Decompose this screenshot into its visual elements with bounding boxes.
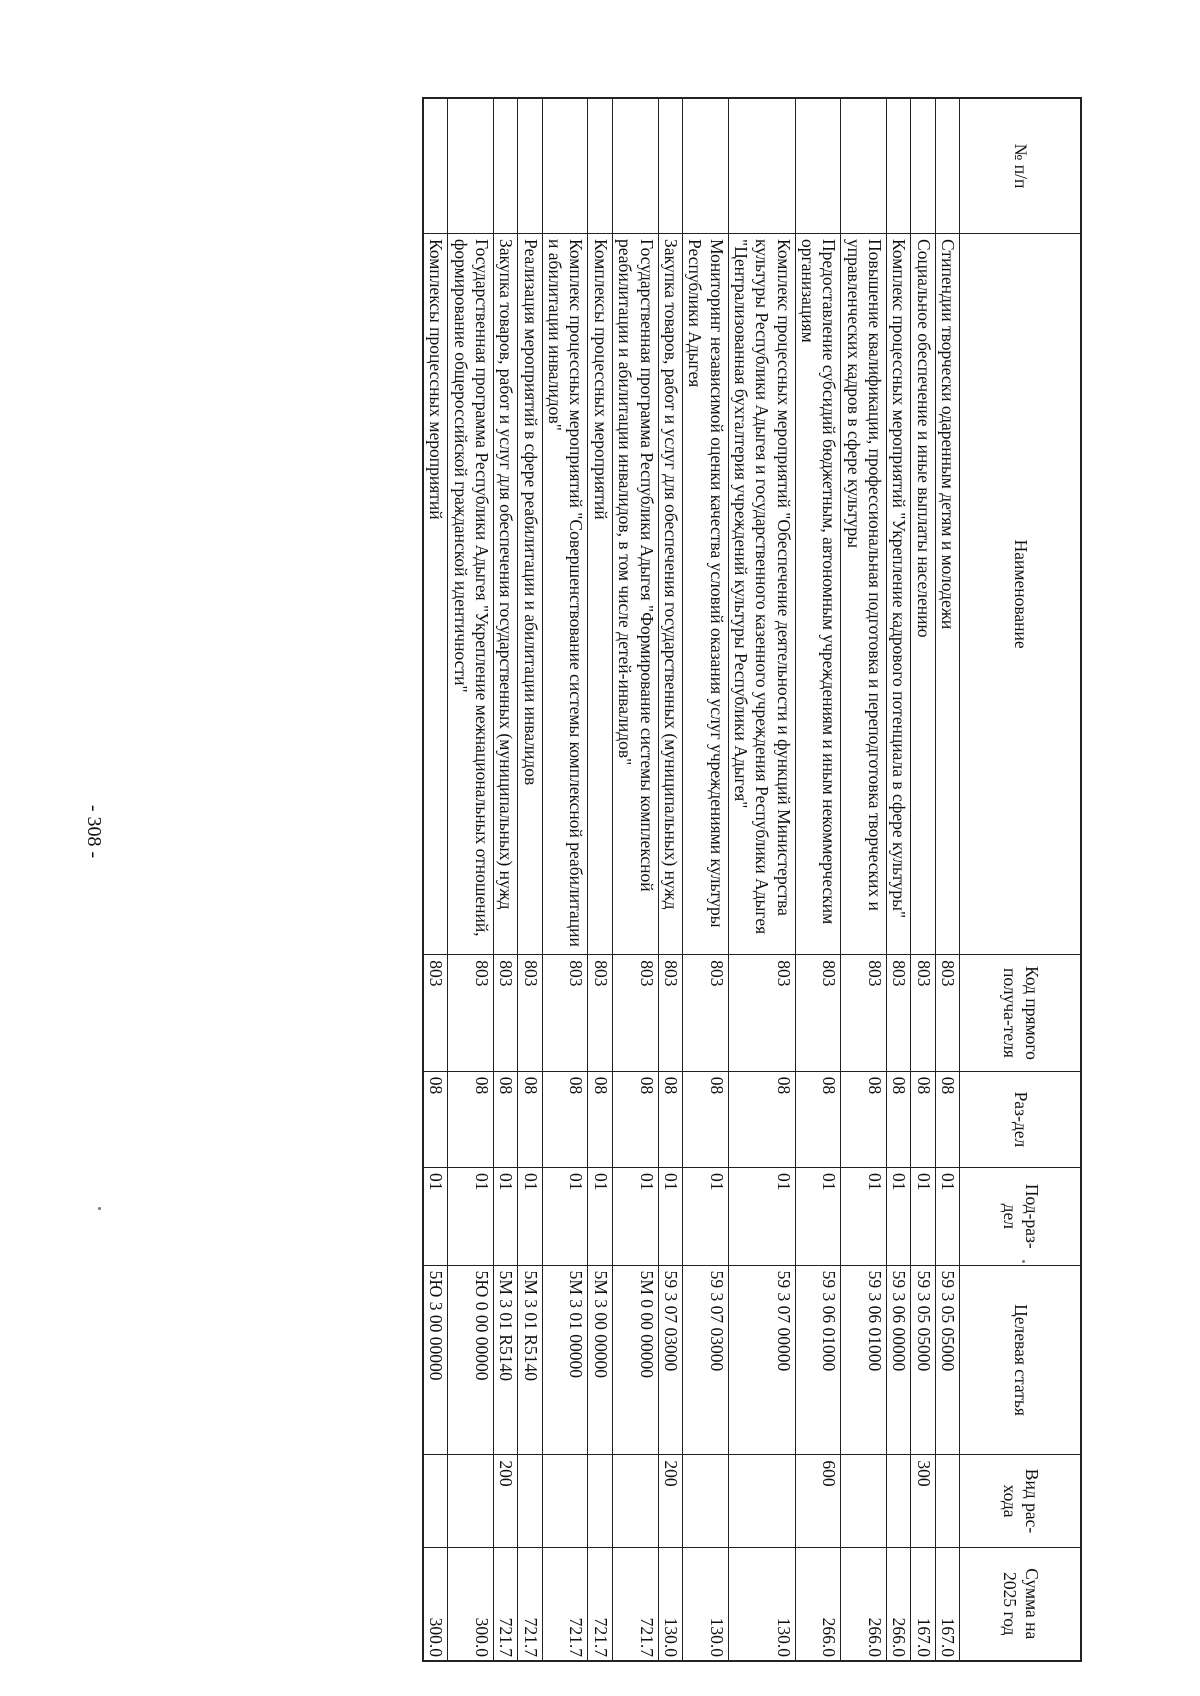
row-section: 08 <box>935 1071 959 1167</box>
row-subsection: 01 <box>494 1168 518 1266</box>
row-name: Закупка товаров, работ и услуг для обеспечения государственных (муниципальных) нужд <box>658 234 682 955</box>
row-target: 5Ю 0 00 00000 <box>448 1265 494 1455</box>
table-row <box>682 98 728 1661</box>
table-row <box>448 98 494 1661</box>
row-name: Государственная программа Республики Адыгея "Формирование системы комплексной реабилитации и абилитации инвалидов, в том числе детей-инвалидов" <box>612 234 658 955</box>
row-section: 08 <box>423 1071 448 1167</box>
table-row <box>588 98 612 1661</box>
row-recipient: 803 <box>448 955 494 1072</box>
row-subsection: 01 <box>728 1168 795 1266</box>
row-expense <box>588 1455 612 1547</box>
page-number-text: - 308 - <box>83 804 106 858</box>
row-num <box>658 98 682 234</box>
header-expense: Вид рас-хода <box>960 1455 1082 1547</box>
header-target: Целевая статья <box>960 1265 1082 1455</box>
row-section: 08 <box>542 1071 588 1167</box>
row-target: 59 3 06 01000 <box>795 1265 841 1455</box>
table-row <box>658 98 682 1661</box>
row-recipient: 803 <box>658 955 682 1072</box>
row-target: 59 3 06 01000 <box>841 1265 887 1455</box>
row-amount: 266.0 <box>795 1547 841 1661</box>
row-amount: 167.0 <box>911 1547 935 1661</box>
row-target: 5М 3 00 00000 <box>588 1265 612 1455</box>
row-subsection: 01 <box>886 1168 910 1266</box>
row-num <box>423 98 448 234</box>
row-recipient: 803 <box>911 955 935 1072</box>
row-target: 5М 3 01 00000 <box>542 1265 588 1455</box>
row-name: Мониторинг независимой оценки качества условий оказания услуг учреждениями культуры Республики Адыгея <box>682 234 728 955</box>
row-num <box>682 98 728 234</box>
row-section: 08 <box>612 1071 658 1167</box>
row-name: Реализация мероприятий в сфере реабилитации и абилитации инвалидов <box>518 234 542 955</box>
row-name: Комплекс процессных мероприятий "Совершенствование системы комплексной реабилитации и абилитации инвалидов" <box>542 234 588 955</box>
row-amount: 130.0 <box>728 1547 795 1661</box>
row-amount: 130.0 <box>682 1547 728 1661</box>
row-section: 08 <box>728 1071 795 1167</box>
row-num <box>518 98 542 234</box>
row-target: 59 3 05 05000 <box>911 1265 935 1455</box>
header-name: Наименование <box>960 234 1082 955</box>
row-target: 59 3 07 03000 <box>658 1265 682 1455</box>
row-target: 5М 3 01 R5140 <box>518 1265 542 1455</box>
row-expense <box>518 1455 542 1547</box>
row-expense <box>682 1455 728 1547</box>
row-target: 59 3 07 03000 <box>682 1265 728 1455</box>
row-amount: 721.7 <box>612 1547 658 1661</box>
table-body <box>423 98 959 1661</box>
row-expense <box>448 1455 494 1547</box>
row-recipient: 803 <box>795 955 841 1072</box>
row-amount: 266.0 <box>841 1547 887 1661</box>
row-name: Социальное обеспечение и иные выплаты населению <box>911 234 935 955</box>
row-section: 08 <box>494 1071 518 1167</box>
row-section: 08 <box>841 1071 887 1167</box>
row-name: Комплекс процессных мероприятий "Укрепление кадрового потенциала в сфере культуры" <box>886 234 910 955</box>
table-row <box>911 98 935 1661</box>
row-section: 08 <box>886 1071 910 1167</box>
header-amount: Сумма на 2025 год <box>960 1547 1082 1661</box>
row-name: Закупка товаров, работ и услуг для обеспечения государственных (муниципальных) нужд <box>494 234 518 955</box>
row-section: 08 <box>658 1071 682 1167</box>
row-name: Комплексы процессных мероприятий <box>423 234 448 955</box>
row-amount: 300.0 <box>448 1547 494 1661</box>
row-section: 08 <box>448 1071 494 1167</box>
row-num <box>588 98 612 234</box>
budget-table <box>422 97 1082 1662</box>
row-amount: 721.7 <box>542 1547 588 1661</box>
row-amount: 721.7 <box>588 1547 612 1661</box>
row-num <box>911 98 935 234</box>
row-num <box>612 98 658 234</box>
row-name: Стипендии творчески одаренным детям и молодежи <box>935 234 959 955</box>
row-amount: 266.0 <box>886 1547 910 1661</box>
row-num <box>841 98 887 234</box>
row-num <box>494 98 518 234</box>
table-row <box>841 98 887 1661</box>
row-num <box>542 98 588 234</box>
row-subsection: 01 <box>682 1168 728 1266</box>
table-row <box>518 98 542 1661</box>
row-expense <box>841 1455 887 1547</box>
row-amount: 167.0 <box>935 1547 959 1661</box>
row-expense <box>728 1455 795 1547</box>
row-target: 59 3 07 00000 <box>728 1265 795 1455</box>
table-row <box>728 98 795 1661</box>
row-section: 08 <box>518 1071 542 1167</box>
row-recipient: 803 <box>588 955 612 1072</box>
row-subsection: 01 <box>795 1168 841 1266</box>
header-section: Раз-дел <box>960 1071 1082 1167</box>
row-recipient: 803 <box>518 955 542 1072</box>
table-row <box>612 98 658 1661</box>
row-section: 08 <box>682 1071 728 1167</box>
row-num <box>935 98 959 234</box>
row-target: 5Ю 3 00 00000 <box>423 1265 448 1455</box>
header-num: № п/п <box>960 98 1082 234</box>
row-name: Комплексы процессных мероприятий <box>588 234 612 955</box>
row-expense: 300 <box>911 1455 935 1547</box>
row-amount: 721.7 <box>518 1547 542 1661</box>
row-section: 08 <box>795 1071 841 1167</box>
table-row <box>795 98 841 1661</box>
row-expense <box>612 1455 658 1547</box>
row-target: 5М 0 00 00000 <box>612 1265 658 1455</box>
row-target: 59 3 06 00000 <box>886 1265 910 1455</box>
table-header-row <box>960 98 1082 1661</box>
row-num <box>728 98 795 234</box>
row-recipient: 803 <box>542 955 588 1072</box>
table-row <box>886 98 910 1661</box>
row-recipient: 803 <box>682 955 728 1072</box>
row-expense <box>542 1455 588 1547</box>
row-recipient: 803 <box>494 955 518 1072</box>
row-recipient: 803 <box>886 955 910 1072</box>
row-recipient: 803 <box>423 955 448 1072</box>
row-subsection: 01 <box>935 1168 959 1266</box>
row-expense <box>886 1455 910 1547</box>
row-target: 59 3 05 05000 <box>935 1265 959 1455</box>
row-recipient: 803 <box>728 955 795 1072</box>
row-subsection: 01 <box>588 1168 612 1266</box>
table-row <box>935 98 959 1661</box>
row-expense: 200 <box>494 1455 518 1547</box>
row-amount: 130.0 <box>658 1547 682 1661</box>
row-subsection: 01 <box>911 1168 935 1266</box>
header-recipient: Код прямого получа-теля <box>960 955 1082 1072</box>
table-row <box>423 98 448 1661</box>
row-amount: 721.7 <box>494 1547 518 1661</box>
row-expense: 200 <box>658 1455 682 1547</box>
row-expense <box>423 1455 448 1547</box>
row-name: Государственная программа Республики Адыгея "Укрепление межнациональных отношений, формирование общероссийской гражданской идентичности" <box>448 234 494 955</box>
row-num <box>795 98 841 234</box>
row-subsection: 01 <box>542 1168 588 1266</box>
row-expense <box>935 1455 959 1547</box>
row-subsection: 01 <box>423 1168 448 1266</box>
table-row <box>542 98 588 1661</box>
row-expense: 600 <box>795 1455 841 1547</box>
row-subsection: 01 <box>448 1168 494 1266</box>
row-section: 08 <box>911 1071 935 1167</box>
row-recipient: 803 <box>841 955 887 1072</box>
row-section: 08 <box>588 1071 612 1167</box>
row-amount: 300.0 <box>423 1547 448 1661</box>
row-subsection: 01 <box>841 1168 887 1266</box>
row-name: Комплекс процессных мероприятий "Обеспечение деятельности и функций Министерства культуры Республики Адыгея и государственного казенного учреждения Республики Адыгея "Централизованная бухгалтерия учреждений культуры Республики Адыгея" <box>728 234 795 955</box>
rotated-table-container <box>97 97 1082 1662</box>
row-target: 5М 3 01 R5140 <box>494 1265 518 1455</box>
row-name: Предоставление субсидий бюджетным, автономным учреждениям и иным некоммерческим организациям <box>795 234 841 955</box>
row-num <box>448 98 494 234</box>
row-subsection: 01 <box>612 1168 658 1266</box>
row-subsection: 01 <box>658 1168 682 1266</box>
row-subsection: 01 <box>518 1168 542 1266</box>
header-subsection: Под-раз-дел <box>960 1168 1082 1266</box>
table-row <box>494 98 518 1661</box>
row-name: Повышение квалификации, профессиональная подготовка и переподготовка творческих и управленческих кадров в сфере культуры <box>841 234 887 955</box>
row-recipient: 803 <box>935 955 959 1072</box>
row-recipient: 803 <box>612 955 658 1072</box>
row-num <box>886 98 910 234</box>
